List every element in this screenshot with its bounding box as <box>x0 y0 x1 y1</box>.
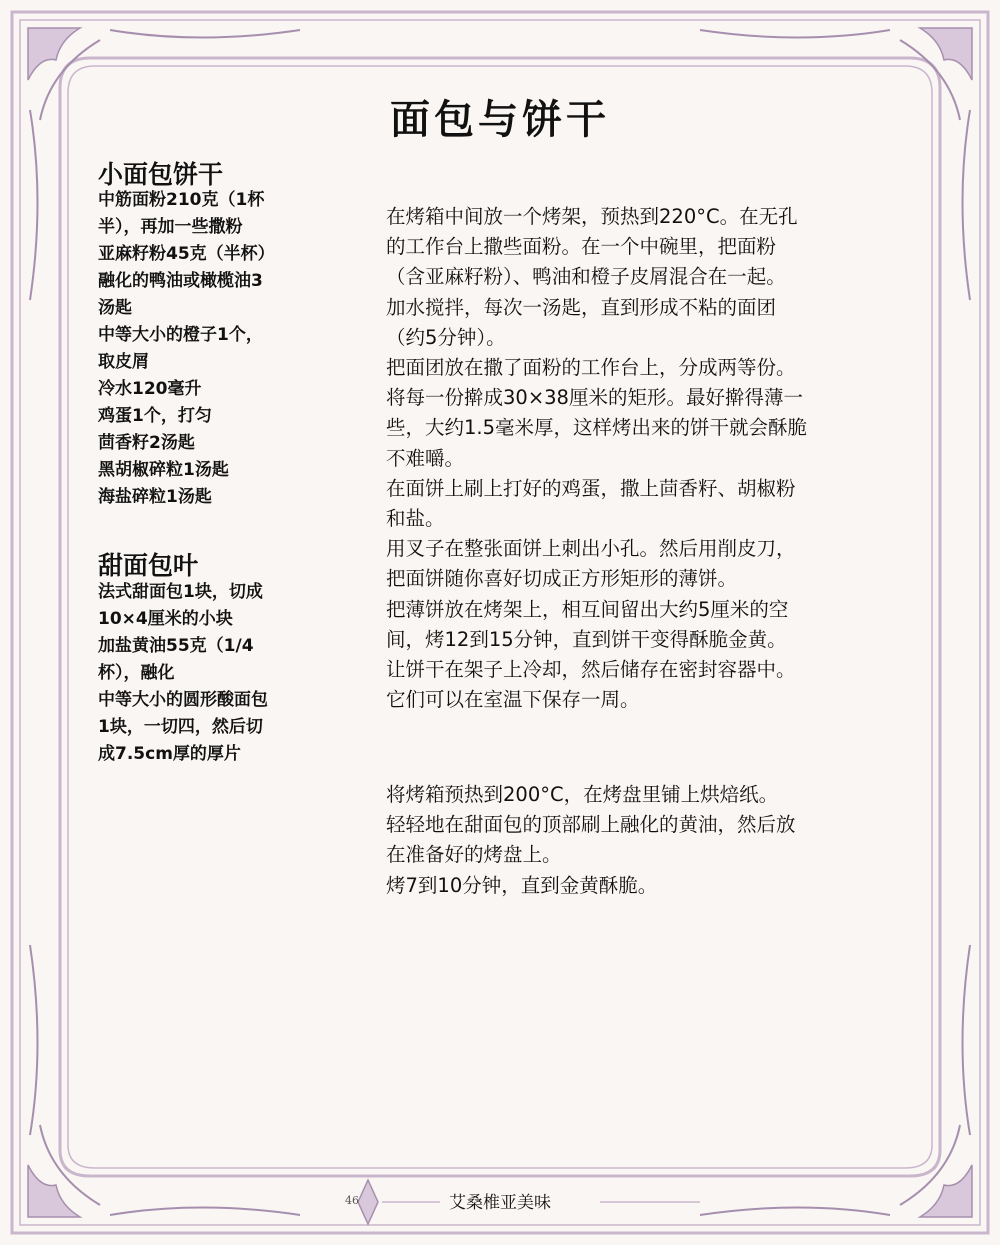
ingredient-list <box>98 579 313 768</box>
instruction-line: 间，烤12到15分钟，直到饼干变得酥脆金黄。 <box>386 627 787 651</box>
instruction-line: 将每一份擀成30×38厘米的矩形。最好擀得薄一 <box>386 386 803 410</box>
ingredient-line: 鸡蛋1个，打匀 <box>98 406 212 426</box>
instruction-line: 加水搅拌，每次一汤匙，直到形成不粘的面团 <box>386 295 777 319</box>
instruction-line: 把薄饼放在烤架上，相互间留出大约5厘米的空 <box>386 597 789 621</box>
instruction-block <box>386 202 896 715</box>
ingredient-line: 取皮屑 <box>98 352 149 372</box>
instruction-line: 不难嚼。 <box>386 446 465 470</box>
ingredient-line: 法式甜面包1块，切成 <box>98 582 263 602</box>
recipe-heading: 甜面包叶 <box>98 551 199 580</box>
instruction-line: 在面饼上刷上打好的鸡蛋，撒上茴香籽、胡椒粉 <box>386 476 796 500</box>
ingredient-list <box>98 187 313 511</box>
ingredient-line: 成7.5cm厚的厚片 <box>98 744 241 764</box>
instruction-line: 把面团放在撒了面粉的工作台上，分成两等份。 <box>386 356 796 380</box>
ingredient-line: 加盐黄油55克（1/4 <box>98 636 254 656</box>
ingredient-line: 半），再加一些撒粉 <box>98 217 243 237</box>
instruction-line: 把面饼随你喜好切成正方形矩形的薄饼。 <box>386 567 738 591</box>
instruction-line: 的工作台上撒些面粉。在一个中碗里，把面粉 <box>386 235 777 259</box>
book-title: 艾桑椎亚美味 <box>449 1193 551 1213</box>
ingredient-line: 海盐碎粒1汤匙 <box>98 487 212 507</box>
page-title: 面包与饼干 <box>390 97 610 143</box>
instruction-line: 轻轻地在甜面包的顶部刷上融化的黄油，然后放 <box>386 813 796 837</box>
instruction-line: 在准备好的烤盘上。 <box>386 843 562 867</box>
instruction-line: 用叉子在整张面饼上刺出小孔。然后用削皮刀， <box>386 537 796 561</box>
page-number: 46 <box>345 1194 359 1207</box>
ingredient-line: 中等大小的橙子1个， <box>98 325 263 345</box>
ingredient-line: 10×4厘米的小块 <box>98 609 233 629</box>
instruction-block <box>386 780 896 901</box>
ingredient-line: 冷水120毫升 <box>98 379 202 399</box>
ingredient-line: 中筋面粉210克（1杯 <box>98 190 265 210</box>
ingredient-line: 1块，一切四，然后切 <box>98 717 263 737</box>
recipe-heading: 小面包饼干 <box>98 160 224 189</box>
instruction-line: 它们可以在室温下保存一周。 <box>386 688 640 712</box>
instruction-line: 在烤箱中间放一个烤架，预热到220°C。在无孔 <box>386 205 798 228</box>
ingredient-line: 杯），融化 <box>98 663 175 683</box>
instruction-line: 和盐。 <box>386 507 445 531</box>
instruction-line: 些，大约1.5毫米厚，这样烤出来的饼干就会酥脆 <box>386 416 808 440</box>
instruction-line: 将烤箱预热到200°C，在烤盘里铺上烘焙纸。 <box>386 783 779 806</box>
instruction-line: 让饼干在架子上冷却，然后储存在密封容器中。 <box>386 658 796 682</box>
ingredient-line: 融化的鸭油或橄榄油3 <box>98 271 263 291</box>
ingredient-line: 汤匙 <box>98 298 132 318</box>
ingredient-line: 黑胡椒碎粒1汤匙 <box>98 460 229 480</box>
ingredient-line: 茴香籽2汤匙 <box>98 433 195 453</box>
instruction-line: （含亚麻籽粉）、鸭油和橙子皮屑混合在一起。 <box>386 265 786 289</box>
ingredient-line: 亚麻籽粉45克（半杯） <box>98 244 275 264</box>
ingredient-line: 中等大小的圆形酸面包 <box>98 690 268 710</box>
instruction-line: 烤7到10分钟，直到金黄酥脆。 <box>386 873 658 897</box>
instruction-line: （约5分钟）。 <box>386 325 506 349</box>
